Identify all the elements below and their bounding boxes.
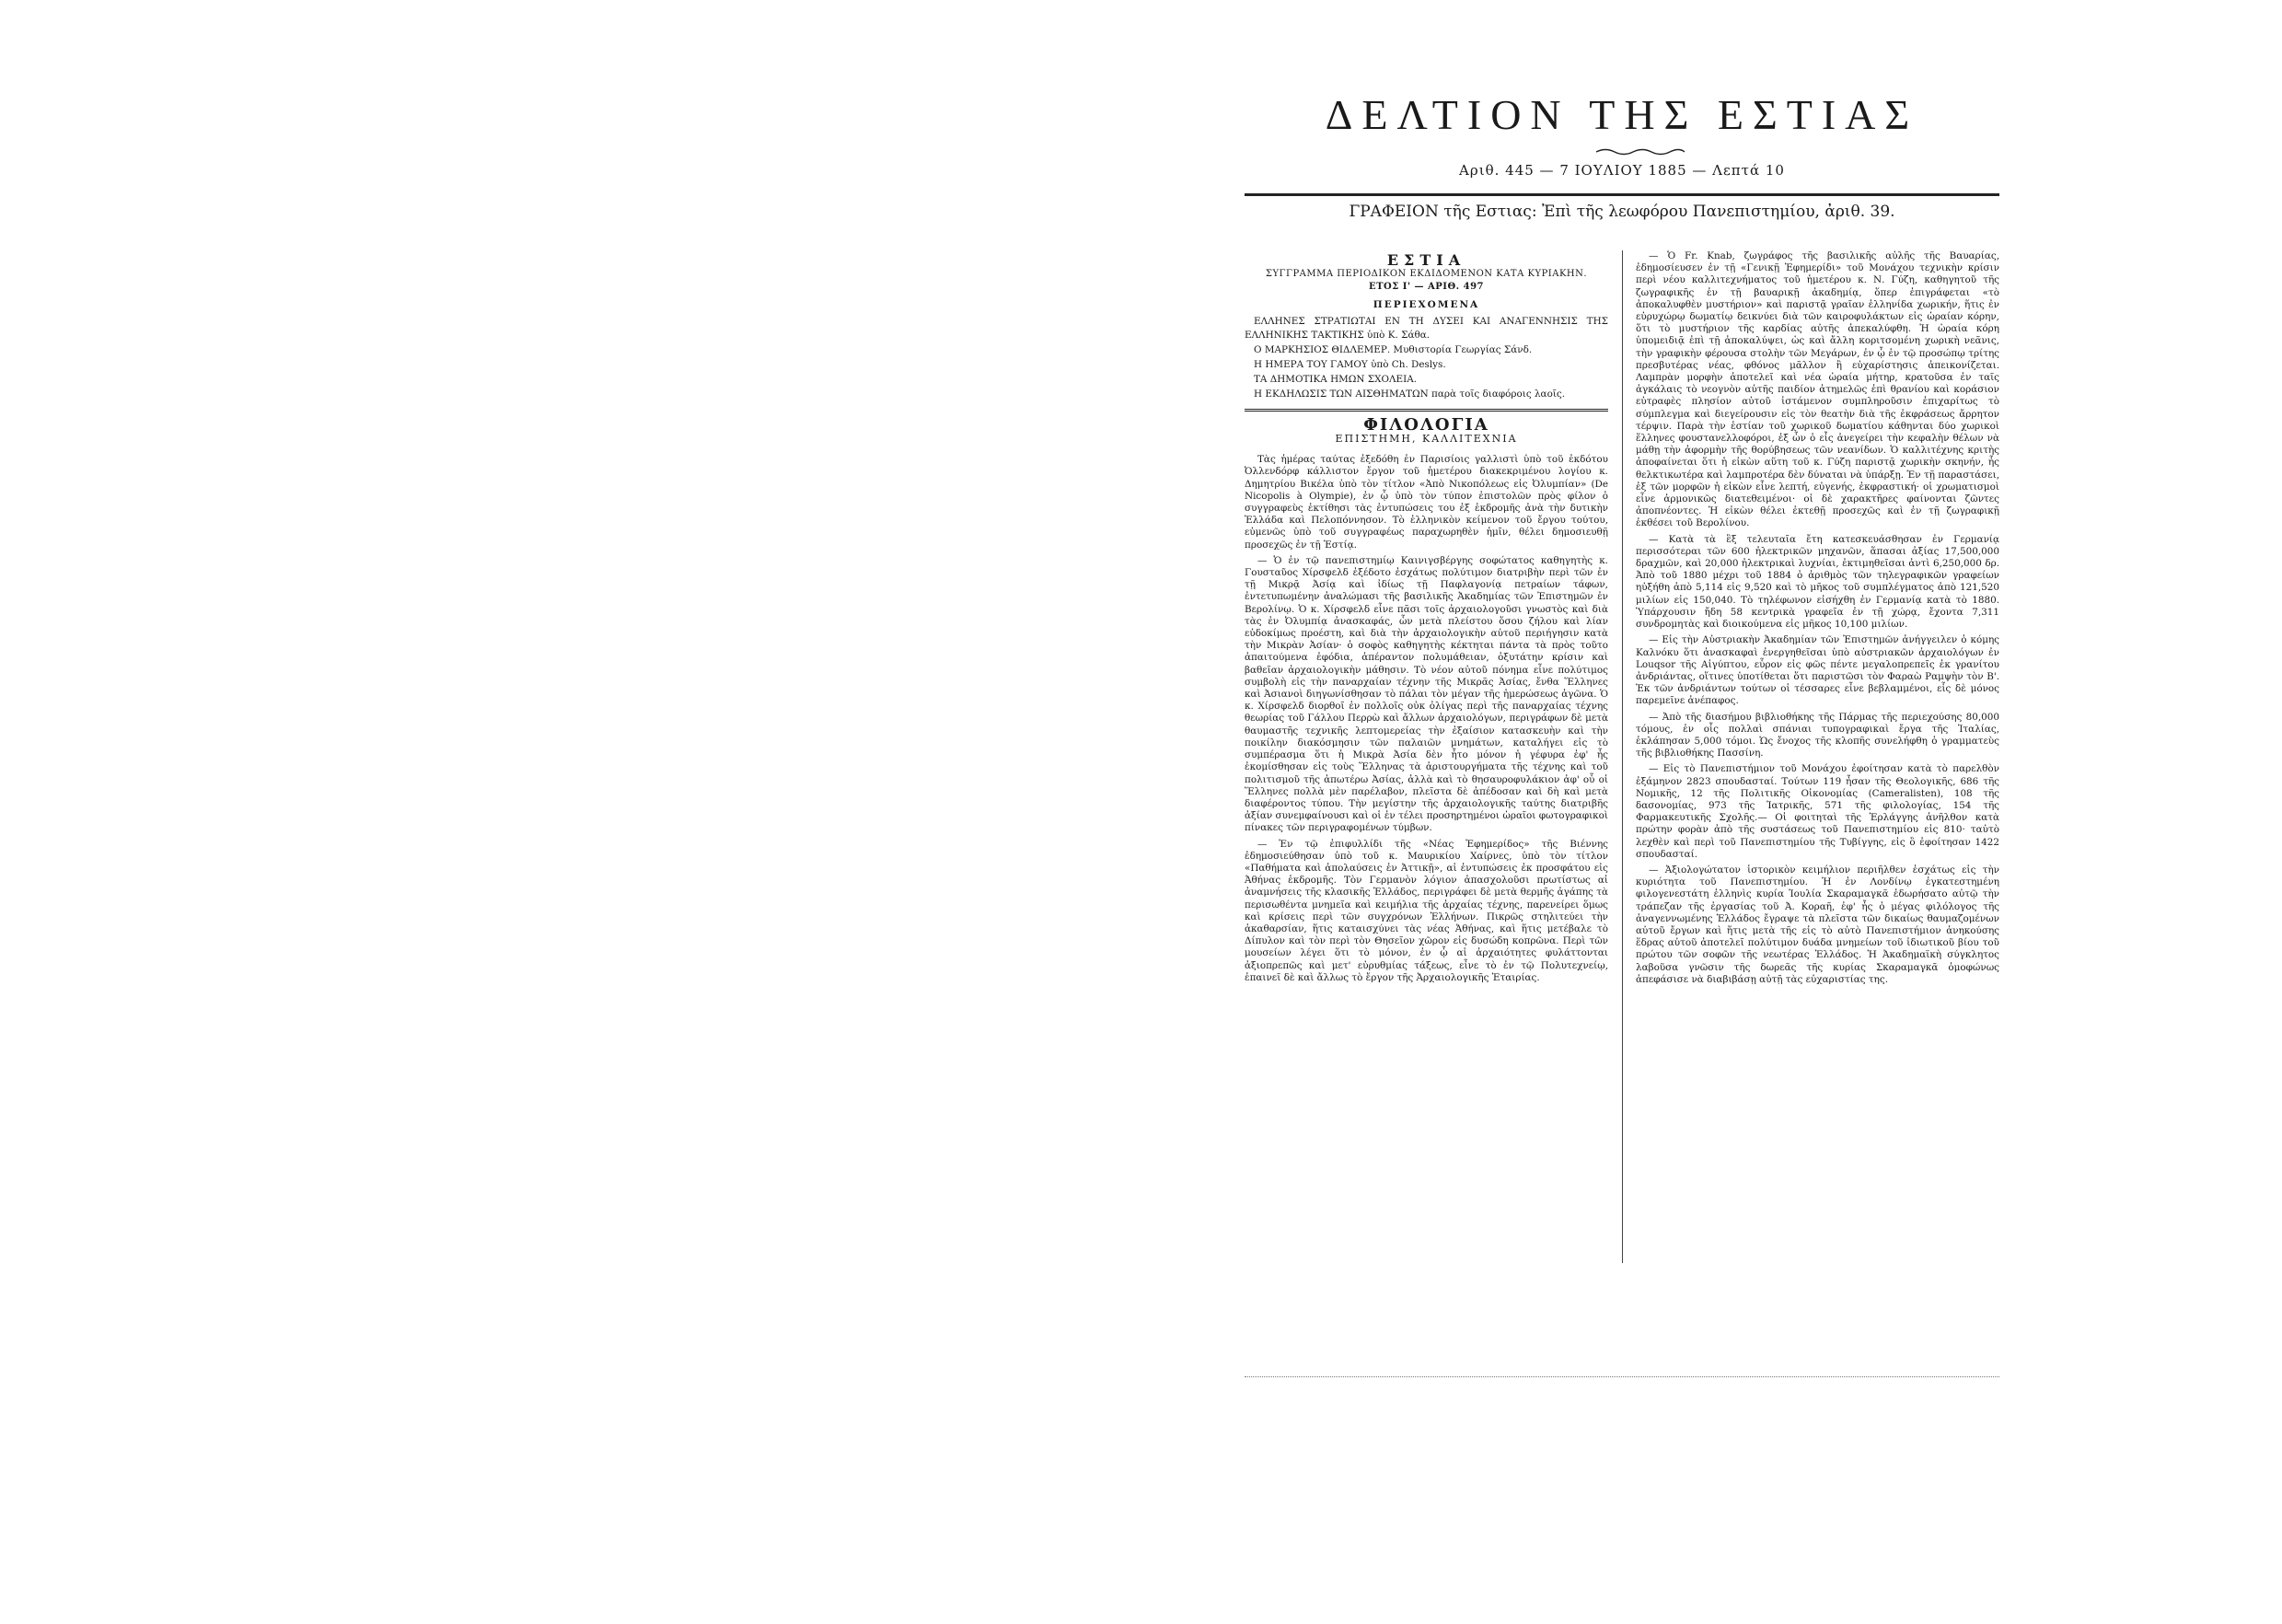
- article-paragraph: — Ὁ Fr. Knab, ζωγράφος τῆς βασιλικῆς αὐλῆς τῆς Βαυαρίας, ἐδημοσίευσεν ἐν τῇ «Γενικῇ Ἐφημερίδι» τοῦ Μονάχου τεχνικὴν κρίσιν περὶ νέου καλλιτεχνήματος τοῦ ἡμετέρου κ. Ν. Γύζη, καθηγητοῦ τῆς ζωγραφικῆς ἐν τῇ βαυαρικῇ ἀκαδημίᾳ, ὅπερ ἐπιγράφεται «τὸ ἀποκαλυφθὲν μυστήριον» καὶ παριστᾷ γραῖαν ἑλληνίδα χωρικήν, ἥτις ἐν εὐρυχώρῳ δωματίῳ δεικνύει διὰ τῶν καιροφυλάκτων εἰς ὡραίαν κόρην, ὅτι τὸ μυστήριον τῆς καρδίας αὐτῆς ἀπεκαλύφθη. Ἡ ὡραία κόρη ὑπομειδιᾷ ἐπὶ τῇ ἀποκαλύψει, ὡς καὶ ἄλλη κοριτσομένη χωρικὴ νεᾶνις, τὴν γραφικὴν φέρουσα στολὴν τῶν Μεγάρων, ἐν ᾧ ἐν τῷ προσώπῳ τρίτης πρεσβυτέρας νέας, φθόνος μᾶλλον ἢ εὐχαρίστησις ἀπεικονίζεται. Λαμπρὰν μορφὴν ἀποτελεῖ καὶ νέα ὡραία μήτηρ, κρατοῦσα ἐν ταῖς ἀγκάλαις τὸ νεογνὸν αὐτῆς παιδίον ἀτημελῶς ἐπὶ θρανίου καὶ κοράσιον εὐτραφὲς πλησίον αὐτοῦ ἱστάμενον συμπληροῦσιν ἐπιχαρίτως τὸ σύμπλεγμα καὶ διεγείρουσιν εἰς τὸν θεατὴν διὰ τῆς ἐκφράσεως ἄρρητον τέρψιν. Παρὰ τὴν ἑστίαν τοῦ χωρικοῦ δωματίου κάθηνται δύο χωρικοὶ ἕλληνες φουστανελλοφόροι, ἐξ ὧν ὁ εἷς ἀνεγείρει τὴν κεφαλὴν θέλων νὰ μάθῃ τὴν ἀφορμὴν τῆς θορύβησεως τῶν νεανίδων. Ὁ καλλιτέχνης κριτὴς ἀποφαίνεται ὅτι ἡ εἰκὼν αὕτη τοῦ κ. Γύζη παριστᾷ χωρικὴν σκηνήν, ἧς θελκτικωτέρα καὶ λαμπροτέρα δὲν δύναται νὰ ὑπάρξῃ. Ἐν τῇ παραστάσει, ἐξ τῶν μορφῶν ἡ εἰκὼν εἶνε λεπτή, εὐγενής, ἐκφραστική· οἱ χρωματισμοὶ εἶνε ἁρμονικῶς διατεθειμένοι· οἱ δὲ χαρακτῆρες φαίνονται ζῶντες ἀποπνέοντες. Ἡ εἰκὼν θέλει ἐκτεθῇ προσεχῶς καὶ ἐν τῇ ζωγραφικῇ ἐκθέσει τοῦ Βερολίνου.: [1636, 250, 1999, 529]
- article-paragraph: — Ὁ ἐν τῷ πανεπιστημίῳ Καινιγσβέργης σοφώτατος καθηγητὴς κ. Γουσταῦος Χίρσφελδ ἐξέδοτο ἐσχάτως πολύτιμον διατριβὴν περὶ τῶν ἐν τῇ Μικρᾷ Ἀσίᾳ καὶ ἰδίως τῇ Παφλαγονίᾳ πετραίων τάφων, ἐντετυπωμένην ἀναλώμασι τῆς βασιλικῆς Ἀκαδημίας τῶν Ἐπιστημῶν ἐν Βερολίνῳ. Ὁ κ. Χίρσφελδ εἶνε πᾶσι τοῖς ἀρχαιολογοῦσι γνωστὸς καὶ διὰ τὰς ἐν Ὀλυμπίᾳ ἀνασκαφάς, ὧν μετὰ πλείστου ὅσου ζήλου καὶ λίαν εὐδοκίμως προέστη, καὶ διὰ τὴν ἀρχαιολογικὴν αὐτοῦ περιήγησιν κατὰ τὴν Μικρὰν Ἀσίαν· ὁ σοφὸς καθηγητὴς κέκτηται πάντα τὰ πρὸς τοῦτο ἀπαιτούμενα ἐφόδια, ἀπέραντον πολυμάθειαν, ὀξυτάτην κρίσιν καὶ βαθεῖαν ἀρχαιολογικὴν μάθησιν. Τὸ νέον αὐτοῦ πόνημα εἶνε πολύτιμος συμβολὴ εἰς τὴν παναρχαίαν τέχνην τῆς Μικρᾶς Ἀσίας, ἔνθα Ἕλληνες καὶ Ἀσιανοὶ διηγωνίσθησαν τὸ πάλαι τὸν μέγαν τῆς ἡμερώσεως ἀγῶνα. Ὁ κ. Χίρσφελδ διορθοῖ ἐν πολλοῖς οὐκ ὀλίγας περὶ τῆς παναρχαίας τέχνης θεωρίας τοῦ Γάλλου Περρὼ καὶ ἄλλων ἀρχαιολόγων, περιγράφων δὲ μετὰ θαυμαστῆς τεχνικῆς λεπτομερείας τὴν ἐξαίσιον κατασκευὴν καὶ τὴν ποικίλην διακόσμησιν τῶν παλαιῶν μνημάτων, καταλήγει εἰς τὸ συμπέρασμα ὅτι ἡ Μικρὰ Ἀσία δὲν ἦτο μόνον ἡ γέφυρα ἐφ' ἧς ἐκομίσθησαν εἰς τοὺς Ἕλληνας τὰ ἀριστουργήματα τῆς τέχνης καὶ τοῦ πολιτισμοῦ τῆς ἀπωτέρω Ἀσίας, ἀλλὰ καὶ τὸ θησαυροφυλάκιον ἀφ' οὗ οἱ Ἕλληνες πολλὰ μὲν παρέλαβον, πλεῖστα δὲ ἀπέδοσαν καὶ δὴ καὶ μετὰ διαφέροντος τύπου. Τὴν μεγίστην τῆς ἀρχαιολογικῆς ταύτης διατριβῆς ἀξίαν συνεμφαίνουσι καὶ οἱ ἐν τέλει προσηρτημένοι ὡραῖοι φωτογραφικοὶ πίνακες τῶν περιγραφομένων τύμβων.: [1245, 554, 1608, 834]
- article-paragraph: — Ἀξιολογώτατον ἱστορικὸν κειμήλιον περιῆλθεν ἐσχάτως εἰς τὴν κυριότητα τοῦ Πανεπιστημίου. Ἡ ἐν Λονδίνῳ ἐγκατεστημένη φιλογενεστάτη ἑλληνὶς κυρία Ἰουλία Σκαραμαγκᾶ ἐδωρήσατο αὐτῷ τὴν τράπεζαν τῆς ἐργασίας τοῦ Ἀ. Κοραῆ, ἐφ' ἧς ὁ μέγας φιλόλογος τῆς ἀναγεννωμένης Ἑλλάδος ἔγραψε τὰ πλεῖστα τῶν δικαίως θαυμαζομένων αὐτοῦ ἔργων καὶ ἥτις μετὰ τῆς εἰς τὸ αὐτὸ Πανεπιστήμιον ἀνηκούσης ἕδρας αὐτοῦ ἀποτελεῖ πολύτιμον δυάδα μνημείων τοῦ ἰδιωτικοῦ βίου τοῦ πρώτου τῶν σοφῶν τῆς νεωτέρας Ἑλλάδος. Ἡ Ἀκαδημαϊκὴ σύγκλητος λαβοῦσα γνῶσιν τῆς δωρεᾶς τῆς κυρίας Σκαραμαγκᾶ ὁμοφώνως ἀπεφάσισε νὰ διαβιβάσῃ αὐτῇ τὰς εὐχαριστίας της.: [1636, 864, 1999, 985]
- contents-item: Ο ΜΑΡΚΗΣΙΟΣ ΘΙΔΛΕΜΕΡ. Μυθιστορία Γεωργίας Σάνδ.: [1254, 343, 1533, 355]
- section-subtitle: ΕΠΙΣΤΗΜΗ, ΚΑΛΛΙΤΕΧΝΙΑ: [1335, 433, 1518, 446]
- masthead-flourish: [1594, 147, 1686, 157]
- masthead-title: ΔΕΛΤΙΟΝ ΤΗΣ ΕΣΤΙΑΣ: [1325, 91, 1919, 138]
- right-column: [1636, 250, 1999, 990]
- contents-item: ΕΛΛΗΝΕΣ ΣΤΡΑΤΙΩΤΑΙ ΕΝ ΤΗ ΔΥΣΕΙ ΚΑΙ ΑΝΑΓΕΝΝΗΣΙΣ ΤΗΣ ΕΛΛΗΝΙΚΗΣ ΤΑΚΤΙΚΗΣ ὑπὸ Κ. Σάθα.: [1245, 315, 1608, 341]
- left-column: [1245, 250, 1608, 988]
- contents-item: Η ΗΜΕΡΑ ΤΟΥ ΓΑΜΟΥ ὑπὸ Ch. Deslys.: [1254, 358, 1446, 370]
- article-paragraph: — Κατὰ τὰ ἓξ τελευταῖα ἔτη κατεσκευάσθησαν ἐν Γερμανίᾳ περισσότεραι τῶν 600 ἠλεκτρικῶν μηχανῶν, ἅπασαι ἀξίας 17,500,000 δραχμῶν, καὶ 20,000 ἠλεκτρικαὶ λυχνίαι, ἐκτιμηθεῖσαι ἀντὶ 6,250,000 δρ. Ἀπὸ τοῦ 1880 μέχρι τοῦ 1884 ὁ ἀριθμὸς τῶν τηλεγραφικῶν γραφείων ηὐξήθη ἀπὸ 5,114 εἰς 9,520 καὶ τὸ μῆκος τοῦ συμπλέγματος ἀπὸ 121,520 μιλίων εἰς 150,040. Τὸ τηλέφωνον εἰσήχθη ἐν Γερμανίᾳ κατὰ τὸ 1880. Ὑπάρχουσιν ἤδη 58 κεντρικὰ γραφεῖα ἐν τῇ χώρᾳ, ἔχοντα 7,311 συνδρομητὰς καὶ διοικούμενα εἰς μῆκος 10,100 μιλίων.: [1636, 533, 1999, 631]
- article-paragraph: — Εἰς τὸ Πανεπιστήμιον τοῦ Μονάχου ἐφοίτησαν κατὰ τὸ παρελθὸν ἐξάμηνον 2823 σπουδασταί. Τούτων 119 ἦσαν τῆς Θεολογικῆς, 686 τῆς Νομικῆς, 12 τῆς Πολιτικῆς Οἰκονομίας (Cameralisten), 108 τῆς δασονομίας, 973 τῆς Ἰατρικῆς, 571 τῆς φιλολογίας, 154 τῆς Φαρμακευτικῆς Σχολῆς.— Οἱ φοιτηταὶ τῆς Ἐρλάγγης ἀνῆλθον κατὰ πρώτην φορὰν ἀπὸ τῆς συστάσεως τοῦ Πανεπιστημίου εἰς 810· ταὐτὸ λεχθὲν καὶ περὶ τοῦ Πανεπιστημίου τῆς Τυβίγγης, εἰς ὃ ἐφοίτησαν 1422 σπουδασταί.: [1636, 763, 1999, 860]
- newspaper-page: [1245, 85, 1999, 1374]
- estia-subtitle: ΣΥΓΓΡΑΜΜΑ ΠΕΡΙΟΔΙΚΟΝ ΕΚΔΙΔΟΜΕΝΟΝ ΚΑΤΑ ΚΥΡΙΑΚΗΝ.: [1265, 269, 1588, 280]
- page-bottom-edge: [1245, 1376, 1999, 1377]
- office-line: ΓΡΑΦΕΙΟΝ τῆς Εστιας: Ἐπὶ τῆς λεωφόρου Πανεπιστημίου, ἀριθ. 39.: [1349, 203, 1895, 221]
- estia-year-number: ΕΤΟΣ Ι' — ΑΡΙΘ. 497: [1368, 282, 1485, 293]
- section-rule: [1245, 409, 1608, 412]
- contents-item: Η ΕΚΔΗΛΩΣΙΣ ΤΩΝ ΑΙΣΘΗΜΑΤΩΝ παρὰ τοῖς διαφόροις λαοῖς.: [1254, 388, 1566, 400]
- column-divider: [1622, 250, 1623, 1263]
- contents-item: ΤΑ ΔΗΜΟΤΙΚΑ ΗΜΩΝ ΣΧΟΛΕΙΑ.: [1254, 373, 1418, 385]
- contents-heading: ΠΕΡΙΕΧΟΜΕΝΑ: [1373, 298, 1480, 310]
- masthead-rule: [1245, 193, 1999, 196]
- issue-line: Αριθ. 445 — 7 ΙΟΥΛΙΟΥ 1885 — Λεπτά 10: [1459, 162, 1785, 179]
- article-paragraph: — Εἰς τὴν Αὐστριακὴν Ἀκαδημίαν τῶν Ἐπιστημῶν ἀνήγγειλεν ὁ κόμης Καλνόκυ ὅτι ἀνασκαφαὶ ἐνεργηθεῖσαι ὑπὸ αὐστριακῶν ἀρχαιολόγων ἐν Louqsor τῆς Αἰγύπτου, εὗρον εἰς φῶς πέντε μεγαλοπρεπεῖς ἐκ γρανίτου ἀνδριάντας, οἵτινες ὑποτίθεται ὅτι παριστῶσι τὸν Φαραὼ Ραμψὴν τὸν Β'. Ἐκ τῶν ἀνδριάντων τούτων οἱ τέσσαρες εἶνε βεβλαμμένοι, εἷς δὲ μόνος παρεμεῖνε ἀνέπαφος.: [1636, 634, 1999, 707]
- article-paragraph: Τὰς ἡμέρας ταύτας ἐξεδόθη ἐν Παρισίοις γαλλιστὶ ὑπὸ τοῦ ἐκδότου Ὀλλενδόρφ κάλλιστον ἔργον τοῦ ἡμετέρου διακεκριμένου λογίου κ. Δημητρίου Βικέλα ὑπὸ τὸν τίτλον «Ἀπὸ Νικοπόλεως εἰς Ὀλυμπίαν» (De Nicopolis à Olympie), ἐν ᾧ ὑπὸ τὸν τύπον ἐπιστολῶν πρὸς φίλον ὁ συγγραφεὺς ἐκτίθησι τὰς ἐντυπώσεις του ἐξ ἐκδρομῆς ἀνὰ τὴν δυτικὴν Ἑλλάδα καὶ Πελοπόννησον. Τὸ ἑλληνικὸν κείμενον τοῦ ἔργου τούτου, εὐμενῶς ὑπὸ τοῦ συγγραφέως παραχωρηθὲν ἡμῖν, θέλει δημοσιευθῇ προσεχῶς ἐν τῇ Ἑστίᾳ.: [1245, 454, 1608, 551]
- section-title: ΦΙΛΟΛΟΓΙΑ: [1363, 414, 1489, 435]
- article-paragraph: — Ἀπὸ τῆς διασήμου βιβλιοθήκης τῆς Πάρμας τῆς περιεχούσης 80,000 τόμους, ἐν οἷς πολλαὶ σπάνιαι τυπογραφικαὶ ἔργα τῆς Ἰταλίας, ἐκλάπησαν 5,000 τόμοι. Ὡς ἔνοχος τῆς κλοπῆς συνελήφθη ὁ γραμματεὺς τῆς βιβλιοθήκης Πασσίνη.: [1636, 711, 1999, 760]
- estia-title: ΕΣΤΙΑ: [1386, 251, 1466, 269]
- article-paragraph: — Ἐν τῷ ἐπιφυλλίδι τῆς «Νέας Ἐφημερίδος» τῆς Βιέννης ἐδημοσιεύθησαν ὑπὸ τοῦ κ. Μαυρικίου Χαίρνες, ὑπὸ τὸν τίτλον «Παθήματα καὶ ἀπολαύσεις ἐν Ἀττικῇ», αἱ ἐντυπώσεις ἐκ προσφάτου εἰς Ἀθήνας ἐκδρομῆς. Τὸν Γερμανὸν λόγιον ἀπασχολοῦσι πρωτίστως αἱ ἀναμνήσεις τῆς κλασικῆς Ἑλλάδος, περιγράφει δὲ μετὰ θερμῆς ἀγάπης τὰ περισωθέντα μνημεῖα καὶ κειμήλια τῆς ἀρχαίας τέχνης, παρενείρει ὅμως καὶ κρίσεις περὶ τῶν συγχρόνων Ἑλλήνων. Πικρῶς στηλιτεύει τὴν ἀκαθαρσίαν, ἥτις καταισχύνει τὰς νέας Ἀθήνας, καὶ ἥτις μετέβαλε τὸ Δίπυλον καὶ τὸν περὶ τὸν Θησεῖον χῶρον εἰς δυσώδη κοπρῶνα. Περὶ τῶν μουσείων λέγει ὅτι τὸ μόνον, ἐν ᾧ αἱ ἀρχαιότητες φυλάττονται ἀξιοπρεπῶς καὶ μετ' εὐρυθμίας τάξεως, εἶνε τὸ ἐν τῷ Πολυτεχνείῳ, ἐπαινεῖ δὲ καὶ ἄλλως τὸ ἔργον τῆς Ἀρχαιολογικῆς Ἑταιρίας.: [1245, 838, 1608, 983]
